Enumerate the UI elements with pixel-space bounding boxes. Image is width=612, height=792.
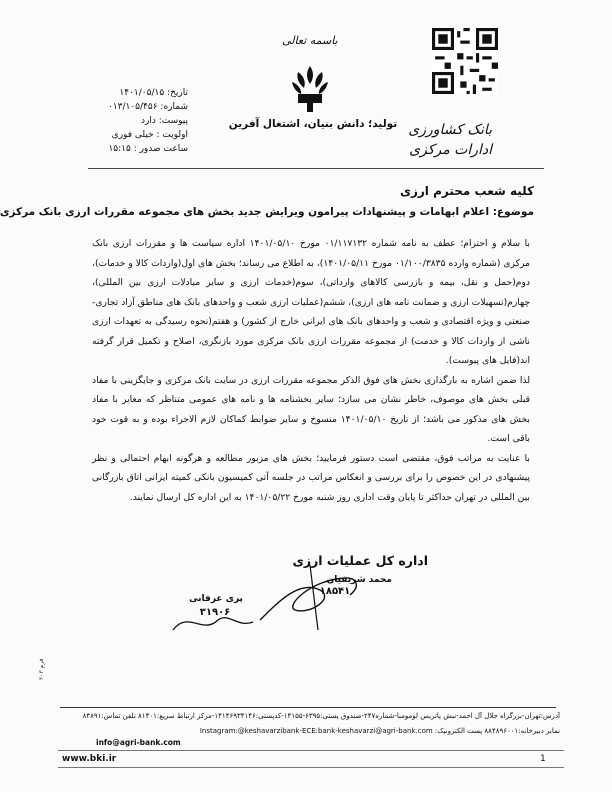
- signing-office: اداره کل عملیات ارزی: [292, 553, 428, 568]
- letter-meta: [100, 86, 188, 156]
- bismillah-text: باسمه تعالی: [282, 34, 338, 47]
- qr-code-icon: [432, 28, 498, 94]
- meta-date: تاریخ: ۱۴۰۱/۰۵/۱۵: [119, 88, 188, 98]
- bank-logo-text: [404, 120, 492, 160]
- footer-bar: [58, 750, 564, 768]
- paragraph: با سلام و احترام؛ عطف به نامه شماره ۰۱/۱۱۷۱۳۲ مورخ ۱۴۰۱/۰۵/۱۰ اداره سیاست ها و مقررات ارزی بانک مرکزی (شماره وارده ۰۱/۱۰۰/۳۸۳۵ مورخ ۱۴۰۱/۰۵/۱۱)، به اطلاع می رساند؛ بخش های اول(واردات کالا و خدمات)، دوم(حمل و نقل، بیمه و بازرسی کالاهای وارداتی)، سوم(خدمات ارزی و سایر مبادلات ارزی بین المللی)، چهارم(تسهیلات ارزی و ضمانت نامه های ارزی)، ششم(عملیات ارزی شعب و واحدهای بانک های مناطق آزاد تجاری-صنعتی و ویژه اقتصادی و شعب و واحدهای بانک های ایرانی خارج از کشور) و هفتم(نحوه رسیدگی به تعهدات ارزی ناشی از واردات کالا و خدمت) از مجموعه مقررات ارزی بانک مرکزی مورد بازنگری، اصلاح و تکمیل قرار گرفته اند(فایل های پیوست).: [92, 238, 530, 366]
- slogan: تولید؛ دانش بنیان، اشتغال آفرین: [228, 118, 398, 130]
- bank-department: ادارات مرکزی: [409, 142, 492, 158]
- letter-body: [92, 234, 530, 507]
- second-signer-name: پری عرفانی: [189, 594, 243, 604]
- footer-website: www.bki.ir: [62, 754, 117, 764]
- form-number: فرم ۲۰۳: [38, 658, 45, 680]
- footer-divider: [60, 707, 556, 708]
- footer-address: آدرس:تهران-بزرگراه جلال آل احمد-نبش پاتریس لومومبا-شماره۲۴۷-صندوق پستی:۶۳۹۵-۱۴۱۵۵-کدپستی:۱۴۱۴۶۹۳۴۱۴۶-مرکز ارتباط سریع:۸۱۳۰۱ تلفن تماس:۸۴۸۹۱: [82, 712, 560, 720]
- header-divider: [88, 168, 544, 169]
- signer-code: ۱۸۵۴۱: [319, 586, 351, 597]
- meta-number: شماره: ۰۱۳/۱۰۵/۴۵۶: [107, 102, 188, 112]
- signer-name: محمد شریفیان: [326, 575, 392, 585]
- second-signature-icon: [168, 600, 258, 640]
- meta-issue-time: ساعت صدور : ۱۵:۱۵: [108, 144, 188, 154]
- second-signer-code: ۳۱۹۰۶: [199, 607, 231, 618]
- subject-line: موضوع: اعلام ابهامات و پیشنهادات پیرامون ویرایش جدید بخش های مجموعه مقررات ارزی بانک مرکزی: [0, 206, 534, 218]
- addressee: کلیه شعب محترم ارزی: [399, 184, 534, 198]
- paragraph: با عنایت به مراتب فوق، مقتضی است دستور فرمایید؛ بخش های مزبور مطالعه و هرگونه ابهام احتمالی و نظر پیشنهادی در این خصوص را برای بررسی و انعکاس مراتب در جلسه آتی کمیسیون بانکی کمیته ایرانی اتاق بازرگانی بین المللی در تهران حداکثر تا پایان وقت اداری روز شنبه مورخ ۱۴۰۱/۰۵/۲۲ به این اداره کل ارسال نمایند.: [92, 452, 530, 503]
- paragraph: لذا ضمن اشاره به بارگذاری بخش های فوق الذکر مجموعه مقررات ارزی در سایت بانک مرکزی و جایگزینی با مفاد قبلی بخش های موصوف، خاطر نشان می سازد؛ سایر بخشنامه ها و نامه های عمومی متناظر که مغایر با مفاد بخش های مذکور می باشد؛ از تاریخ ۱۴۰۱/۰۵/۱۰ منسوخ و سایر ضوابط کماکان لازم الاجراء بوده و به قوت خود باقی است.: [92, 374, 530, 444]
- footer-email: info@agri-bank.com: [96, 738, 181, 747]
- meta-attachment: پیوست: دارد: [140, 116, 188, 126]
- footer-contact: نمابر دبیرخانه:۸۸۴۸۹۶۰۰۱ پست الکترونیک: Instagram:@keshavarzibank-ECE:bank-keshavarzi@agri-bank.com: [199, 727, 560, 735]
- bank-name: بانک کشاورزی: [408, 122, 492, 138]
- meta-priority: اولویت : خیلی فوری: [111, 130, 188, 140]
- page-number: 1: [540, 754, 546, 764]
- bank-emblem-icon: [290, 64, 330, 114]
